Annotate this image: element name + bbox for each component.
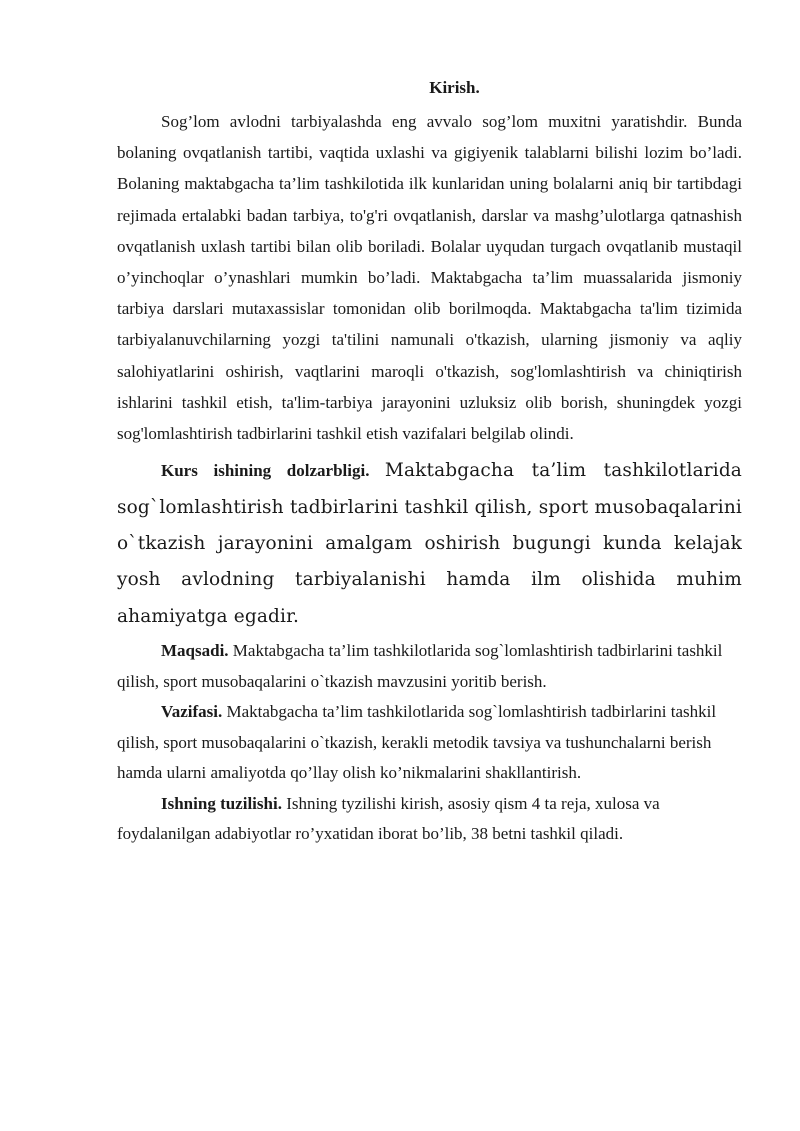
structure-label: Ishning tuzilishi. <box>161 793 282 813</box>
intro-paragraph: Sog’lom avlodni tarbiyalashda eng avvalo sog’lom muxitni yaratishdir. Bunda bolaning ovqatlanish tartibi, vaqtida uxlashi va gigiyenik talablarni bilishi lozim bo’ladi. Bolaning maktabgacha ta’lim tashkilotida ilk kunlaridan uning bolalarni aniq bir tartibdagi rejimada ertalabki badan tarbiya, to'g'ri ovqatlanish, darslar va mashg’ulotlarga qatnashish ovqatlanish uxlash tartibi bilan olib boriladi. Bolalar uyqudan turgach ovqatlanib mustaqil o’yinchoqlar o’ynashlari mumkin bo’ladi. Maktabgacha ta’lim muassalarida jismoniy tarbiya darslari mutaxassislar tomonidan olib borilmoqda. Maktabgacha ta'lim tizimida tarbiyalanuvchilarning yozgi ta'tilini namunali o'tkazish, ularning jismoniy va aqliy salohiyatlarini oshirish, vaqtlarini maroqli o'tkazish, sog'lomlashtirish va chiniqtirish ishlarini tashkil etish, ta'lim-tarbiya jarayonini uzluksiz olib borish, shuningdek yozgi sog'lomlashtirish tadbirlarini tashkil etish vazifalari belgilab olindi. <box>117 112 742 444</box>
structure-text: Ishning tyzilishi kirish, asosiy qism 4 ta reja, xulosa va foydalanilgan adabiyotlar ro’yxatidan iborat bo’lib, 38 betni tashkil qiladi. <box>117 793 660 844</box>
structure-paragraph <box>117 789 742 850</box>
relevance-paragraph <box>117 453 742 635</box>
task-label: Vazifasi. <box>161 702 223 722</box>
aim-paragraph <box>117 636 742 697</box>
aim-label: Maqsadi. <box>161 641 229 661</box>
relevance-label: Kurs ishining dolzarbligi. <box>161 461 370 481</box>
task-paragraph <box>117 697 742 789</box>
page-title: Kirish. <box>429 78 480 97</box>
task-text: Maktabgacha ta’lim tashkilotlarida sog`lomlashtirish tadbirlarini tashkil qilish, sport musobaqalarini o`tkazish, kerakli metodik tavsiya va tushunchalarni berish hamda ularni amaliyotda qo’llay olish ko’nikmalarini shakllantirish. <box>117 702 717 783</box>
document-page <box>117 74 742 850</box>
aim-text: Maktabgacha ta’lim tashkilotlarida sog`lomlashtirish tadbirlarini tashkil qilish, sport musobaqalarini o`tkazish mavzusini yoritib berish. <box>117 641 723 691</box>
relevance-text: Maktabgacha ta’lim tashkilotlarida sog`lomlashtirish tadbirlarini tashkil qilish, sport musobaqalarini o`tkazish jarayonini amalgam oshirish bugungi kunda kelajak yosh avlodning tarbiyalanishi hamda ilm olishida muhim ahamiyatga egadir. <box>117 460 742 627</box>
